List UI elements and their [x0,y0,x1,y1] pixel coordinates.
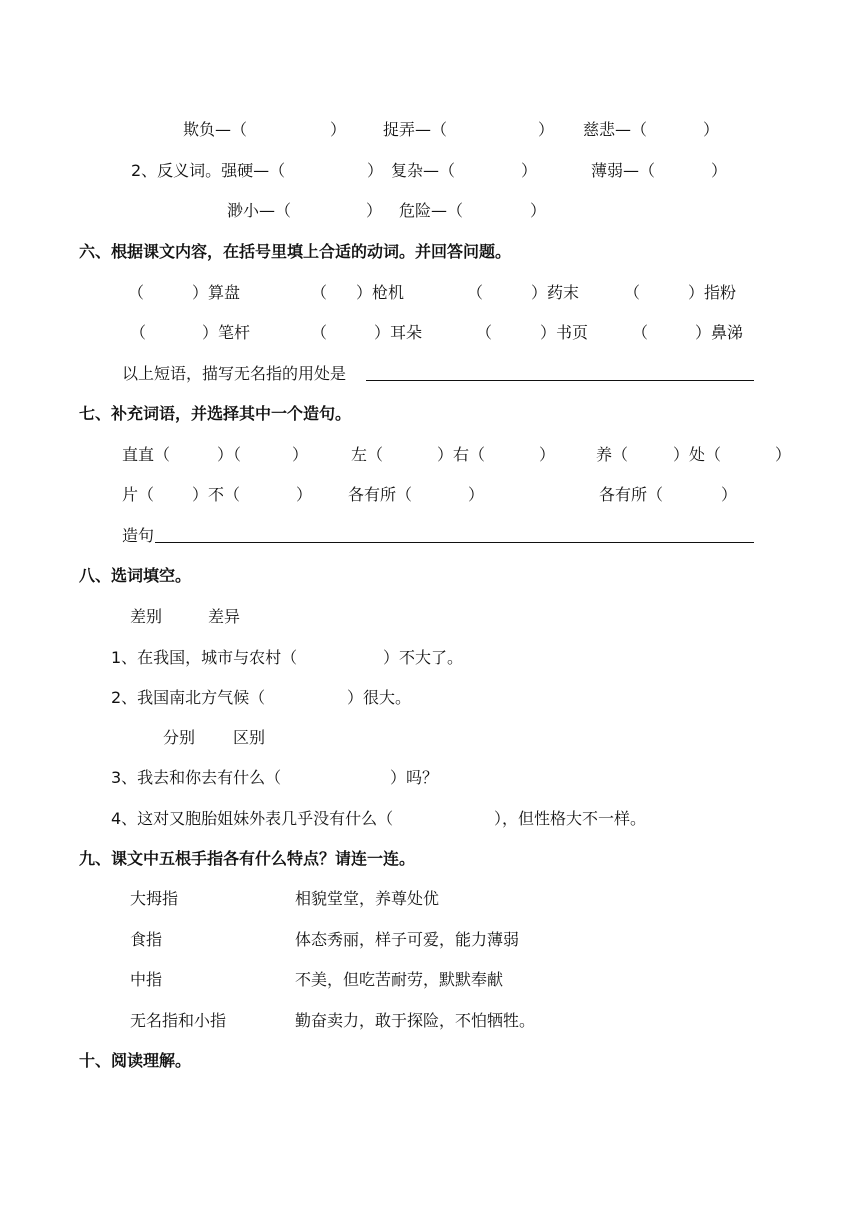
verb-3-open: （ [467,283,484,302]
finger-middle[interactable]: 中指 [130,970,163,989]
finger-ring-and-little[interactable]: 无名指和小指 [130,1011,227,1030]
verb-2-object: ）枪机 [356,283,405,302]
idiom-2-part-b: ）右（ [437,445,486,464]
idiom-2-part-c: ） [539,445,556,464]
section-10-title: 十、阅读理解。 [79,1051,192,1070]
idiom-1-part-a: 直直（ [122,445,171,464]
fill-q4-end: ），但性格大不一样。 [494,809,647,828]
trait-3[interactable]: 不美，但吃苦耐劳，默默奉献 [295,970,504,989]
synonym-2-close: ） [538,120,555,139]
sentence-label: 造句 [122,526,155,545]
section-6-title: 六、根据课文内容，在括号里填上合适的动词。并回答问题。 [79,242,512,261]
idiom-6-part-a: 各有所（ [599,485,664,504]
fill-q1-end: ）不大了。 [383,648,464,667]
idiom-4-part-a: 片（ [122,485,155,504]
fill-q3-text: 3、我去和你去有什么（ [111,768,282,787]
antonym-4-close: ） [366,201,383,220]
finger-index[interactable]: 食指 [130,930,163,949]
fill-q4-text: 4、这对又胞胎姐妹外表几乎没有什么（ [111,809,394,828]
idiom-2-part-a: 左（ [351,445,384,464]
synonym-2-prefix: 捉弄—（ [383,120,448,139]
antonym-1-prefix: 2、反义词。强硬—（ [131,161,286,180]
idiom-4-part-b: ）不（ [192,485,241,504]
antonym-2-close: ） [521,161,538,180]
verb-4-open: （ [624,283,641,302]
antonym-2-prefix: 复杂—（ [391,161,456,180]
ring-finger-question: 以上短语，描写无名指的用处是 [122,364,347,383]
verb-4-object: ）指粉 [688,283,737,302]
fill-q1-text: 1、在我国，城市与农村（ [111,648,298,667]
antonym-3-prefix: 薄弱—（ [591,161,656,180]
verb-7-object: ）书页 [540,323,589,342]
antonym-4-prefix: 渺小—（ [227,201,292,220]
answer-line-ring-finger[interactable] [366,380,754,381]
trait-4[interactable]: 勤奋卖力，敢于探险，不怕牺牲。 [295,1011,536,1030]
verb-3-object: ）药末 [531,283,580,302]
verb-8-object: ）鼻涕 [695,323,744,342]
section-8-title: 八、选词填空。 [79,566,192,585]
finger-thumb[interactable]: 大拇指 [130,889,179,908]
verb-5-open: （ [130,323,147,342]
idiom-6-part-b: ） [721,485,738,504]
idiom-1-part-b: ）（ [217,445,242,464]
fill-q3-end: ）吗？ [390,768,439,787]
idiom-5-part-a: 各有所（ [348,485,413,504]
word-option-chayi: 差异 [208,607,241,626]
synonym-3-close: ） [703,120,720,139]
verb-1-open: （ [128,283,145,302]
trait-2[interactable]: 体态秀丽，样子可爱，能力薄弱 [295,930,520,949]
section-9-title: 九、课文中五根手指各有什么特点？请连一连。 [79,849,416,868]
idiom-1-part-c: ） [292,445,309,464]
verb-5-object: ）笔杆 [202,323,251,342]
verb-7-open: （ [476,323,493,342]
idiom-3-part-c: ） [775,445,792,464]
word-option-qubie: 区别 [233,728,266,747]
synonym-1-prefix: 欺负—（ [183,120,248,139]
verb-2-open: （ [311,283,328,302]
word-option-fenbie: 分别 [163,728,196,747]
verb-1-object: ）算盘 [192,283,241,302]
fill-q2-text: 2、我国南北方气候（ [111,688,266,707]
idiom-3-part-b: ）处（ [673,445,722,464]
idiom-3-part-a: 养（ [596,445,629,464]
antonym-1-close: ） [367,161,384,180]
synonym-1-close: ） [330,120,347,139]
antonym-5-close: ） [530,201,547,220]
trait-1[interactable]: 相貌堂堂，养尊处优 [295,889,440,908]
verb-8-open: （ [632,323,649,342]
antonym-3-close: ） [711,161,728,180]
synonym-3-prefix: 慈悲—（ [583,120,648,139]
idiom-4-part-c: ） [296,485,313,504]
verb-6-open: （ [311,323,328,342]
section-7-title: 七、补充词语，并选择其中一个造句。 [79,404,352,423]
word-option-chabie: 差别 [130,607,163,626]
verb-6-object: ）耳朵 [374,323,423,342]
antonym-5-prefix: 危险—（ [399,201,464,220]
idiom-5-part-b: ） [468,485,485,504]
answer-line-sentence[interactable] [155,542,754,543]
fill-q2-end: ）很大。 [347,688,412,707]
